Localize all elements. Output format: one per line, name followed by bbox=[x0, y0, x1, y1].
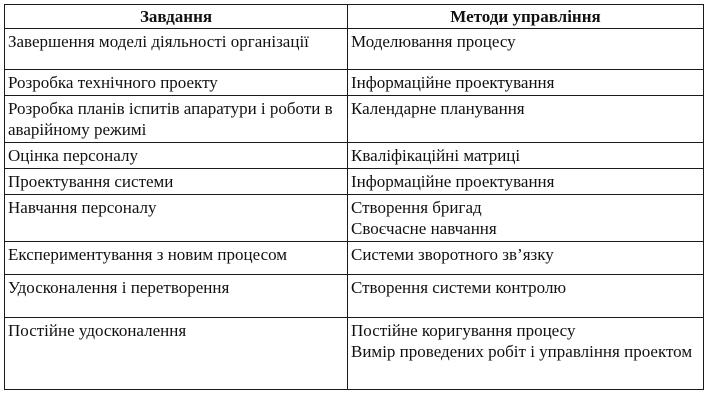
methods-cell bbox=[348, 29, 704, 70]
header-methods: Методи управління bbox=[348, 5, 704, 29]
methods-cell bbox=[348, 318, 704, 390]
methods-cell bbox=[348, 143, 704, 169]
method-item: Кваліфікаційні матриці bbox=[351, 146, 521, 165]
table-row bbox=[5, 29, 704, 70]
table-row bbox=[5, 70, 704, 96]
table-row bbox=[5, 195, 704, 242]
method-item: Інформаційне проектування bbox=[351, 73, 555, 92]
method-item: Календарне планування bbox=[351, 99, 525, 118]
method-item: Своєчасне навчання bbox=[351, 219, 497, 238]
task-cell: Завершення моделі діяльності організації bbox=[5, 29, 348, 70]
method-item: Вимір проведених робіт і управління проектом bbox=[351, 342, 693, 361]
table-row bbox=[5, 318, 704, 390]
task-cell: Оцінка персоналу bbox=[5, 143, 348, 169]
task-cell: Розробка технічного проекту bbox=[5, 70, 348, 96]
table-body bbox=[5, 29, 704, 390]
task-cell: Проектування системи bbox=[5, 169, 348, 195]
table-row bbox=[5, 242, 704, 275]
methods-cell bbox=[348, 70, 704, 96]
methods-cell bbox=[348, 242, 704, 275]
header-tasks: Завдання bbox=[5, 5, 348, 29]
methods-cell bbox=[348, 169, 704, 195]
task-cell: Розробка планів іспитів апаратури і роботи в аварійному режимі bbox=[5, 96, 348, 143]
method-item: Постійне коригування процесу bbox=[351, 321, 576, 340]
task-cell: Постійне удосконалення bbox=[5, 318, 348, 390]
method-item: Інформаційне проектування bbox=[351, 172, 555, 191]
header-row bbox=[5, 5, 704, 29]
methods-table bbox=[4, 4, 704, 390]
method-item: Створення системи контролю bbox=[351, 278, 567, 297]
task-cell: Удосконалення і перетворення bbox=[5, 275, 348, 318]
table-row bbox=[5, 169, 704, 195]
method-item: Моделювання процесу bbox=[351, 32, 516, 51]
method-item: Створення бригад bbox=[351, 198, 482, 217]
methods-cell bbox=[348, 195, 704, 242]
task-cell: Експериментування з новим процесом bbox=[5, 242, 348, 275]
table-row bbox=[5, 143, 704, 169]
methods-cell bbox=[348, 96, 704, 143]
table-row bbox=[5, 96, 704, 143]
task-cell: Навчання персоналу bbox=[5, 195, 348, 242]
methods-cell bbox=[348, 275, 704, 318]
method-item: Системи зворотного зв’язку bbox=[351, 245, 554, 264]
table-row bbox=[5, 275, 704, 318]
